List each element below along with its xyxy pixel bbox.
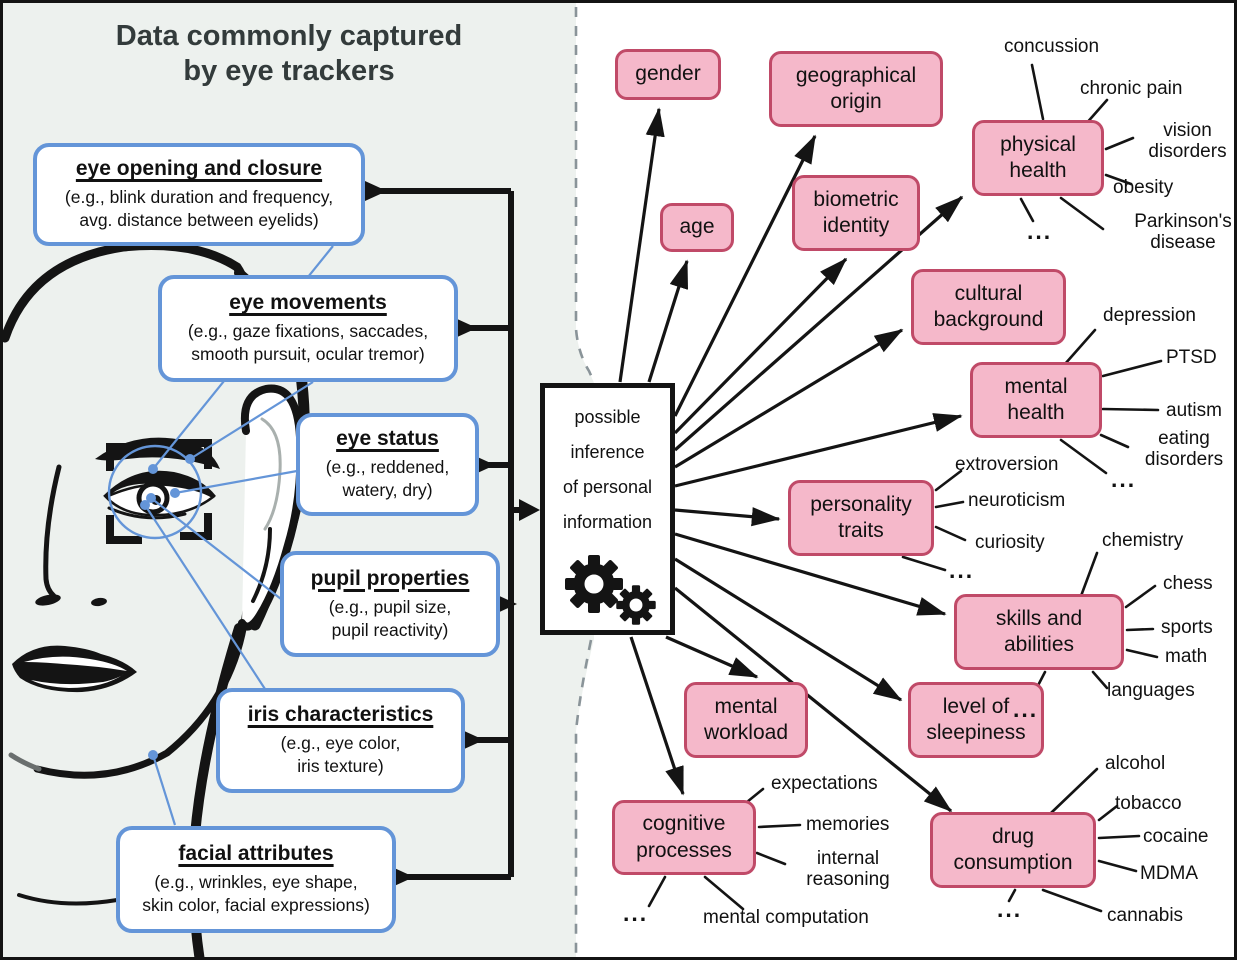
- leaf-ellipsis: ...: [949, 557, 975, 583]
- leaf-cannabis: cannabis: [1107, 905, 1184, 926]
- captured-box-detail: [326, 456, 450, 502]
- leaf-ptsd: PTSD: [1166, 347, 1217, 368]
- captured-box-eye-opening-and-closure: [33, 143, 365, 246]
- center-text-line: inference: [570, 442, 645, 462]
- leaf-chess: chess: [1163, 573, 1213, 594]
- captured-box-title: pupil properties: [310, 566, 470, 590]
- detail-line: smooth pursuit, ocular tremor): [191, 344, 425, 364]
- leaf-chronic-pain: chronic pain: [1080, 78, 1183, 99]
- captured-box-detail: [142, 871, 370, 917]
- captured-box-detail: [188, 320, 428, 366]
- captured-box-title: iris characteristics: [247, 703, 434, 727]
- leaf-alcohol: alcohol: [1105, 753, 1166, 774]
- inference-box-mental-health: mental health: [970, 362, 1102, 438]
- leaf-ellipsis: ...: [1111, 466, 1137, 492]
- detail-line: iris texture): [297, 756, 384, 776]
- leaf-curiosity: curiosity: [975, 532, 1045, 553]
- captured-box-detail: [281, 732, 401, 778]
- inference-box-age: age: [660, 203, 734, 252]
- captured-box-title: eye opening and closure: [75, 157, 323, 181]
- detail-line: (e.g., blink duration and frequency,: [64, 187, 334, 208]
- captured-box-title: eye status: [336, 427, 439, 451]
- detail-line: avg. distance between eyelids): [79, 210, 319, 230]
- captured-box-title: eye movements: [229, 291, 387, 315]
- leaf-sports: sports: [1161, 617, 1213, 638]
- leaf-ellipsis: ...: [623, 900, 649, 926]
- detail-line: skin color, facial expressions): [142, 895, 370, 915]
- leaf-ellipsis: ...: [1027, 218, 1053, 244]
- gears-icon: [556, 550, 660, 626]
- detail-line: (e.g., eye color,: [280, 733, 401, 754]
- inference-box-geographical-origin: geographical origin: [769, 51, 943, 127]
- detail-line: (e.g., wrinkles, eye shape,: [154, 872, 358, 893]
- center-text-line: possible: [574, 407, 641, 427]
- center-text-line: of personal: [562, 477, 653, 497]
- leaf-internal-reasoning: internal reasoning: [806, 848, 890, 891]
- leaf-mdma: MDMA: [1140, 863, 1199, 884]
- inference-box-physical-health: physical health: [972, 120, 1104, 196]
- detail-line: (e.g., pupil size,: [328, 596, 452, 617]
- inference-box-gender: gender: [615, 49, 721, 100]
- inference-box-drug-consumption: drug consumption: [930, 812, 1096, 888]
- captured-box-iris-characteristics: [216, 688, 465, 793]
- leaf-math: math: [1165, 646, 1208, 667]
- detail-line: watery, dry): [342, 480, 433, 500]
- leaf-tobacco: tobacco: [1115, 793, 1182, 814]
- leaf-languages: languages: [1107, 680, 1195, 701]
- leaf-neuroticism: neuroticism: [968, 490, 1066, 511]
- leaf-parkinsons-disease: Parkinson's disease: [1134, 211, 1232, 254]
- captured-box-detail: [329, 596, 452, 642]
- inference-box-level-of-sleepiness: level of sleepiness: [908, 682, 1044, 758]
- inference-box-cultural-background: cultural background: [911, 269, 1066, 345]
- inference-box-biometric-identity: biometric identity: [792, 175, 920, 251]
- leaf-cocaine: cocaine: [1143, 826, 1209, 847]
- page-title-line1: Data commonly captured: [115, 20, 463, 52]
- leaf-concussion: concussion: [1004, 36, 1100, 57]
- inference-box-skills-and-abilities: skills and abilities: [954, 594, 1124, 670]
- inference-engine-box: [540, 383, 675, 635]
- inference-box-personality-traits: personality traits: [788, 480, 934, 556]
- inference-box-cognitive-processes: cognitive processes: [612, 800, 756, 875]
- captured-box-facial-attributes: [116, 826, 396, 933]
- leaf-ellipsis: ...: [1013, 696, 1039, 722]
- leaf-autism: autism: [1166, 400, 1222, 421]
- leaf-vision-disorders: vision disorders: [1148, 120, 1227, 163]
- leaf-extroversion: extroversion: [955, 454, 1059, 475]
- captured-box-eye-status: [296, 413, 479, 516]
- captured-box-detail: [65, 186, 333, 232]
- page-title: [91, 19, 487, 90]
- leaf-ellipsis: ...: [997, 896, 1023, 922]
- leaf-memories: memories: [806, 814, 890, 835]
- detail-line: (e.g., gaze fixations, saccades,: [187, 321, 429, 342]
- captured-box-title: facial attributes: [178, 842, 334, 866]
- leaf-expectations: expectations: [771, 773, 878, 794]
- captured-box-eye-movements: [158, 275, 458, 382]
- page-title-line2: by eye trackers: [183, 55, 395, 88]
- leaf-mental-computation: mental computation: [703, 907, 869, 928]
- leaf-obesity: obesity: [1113, 177, 1174, 198]
- leaf-eating-disorders: eating disorders: [1144, 428, 1224, 471]
- leaf-depression: depression: [1103, 305, 1196, 326]
- leaf-chemistry: chemistry: [1102, 530, 1184, 551]
- detail-line: (e.g., reddened,: [325, 457, 450, 478]
- inference-box-mental-workload: mental workload: [684, 682, 808, 758]
- center-text-line: information: [562, 512, 653, 532]
- detail-line: pupil reactivity): [331, 619, 449, 640]
- captured-box-pupil-properties: [280, 551, 500, 657]
